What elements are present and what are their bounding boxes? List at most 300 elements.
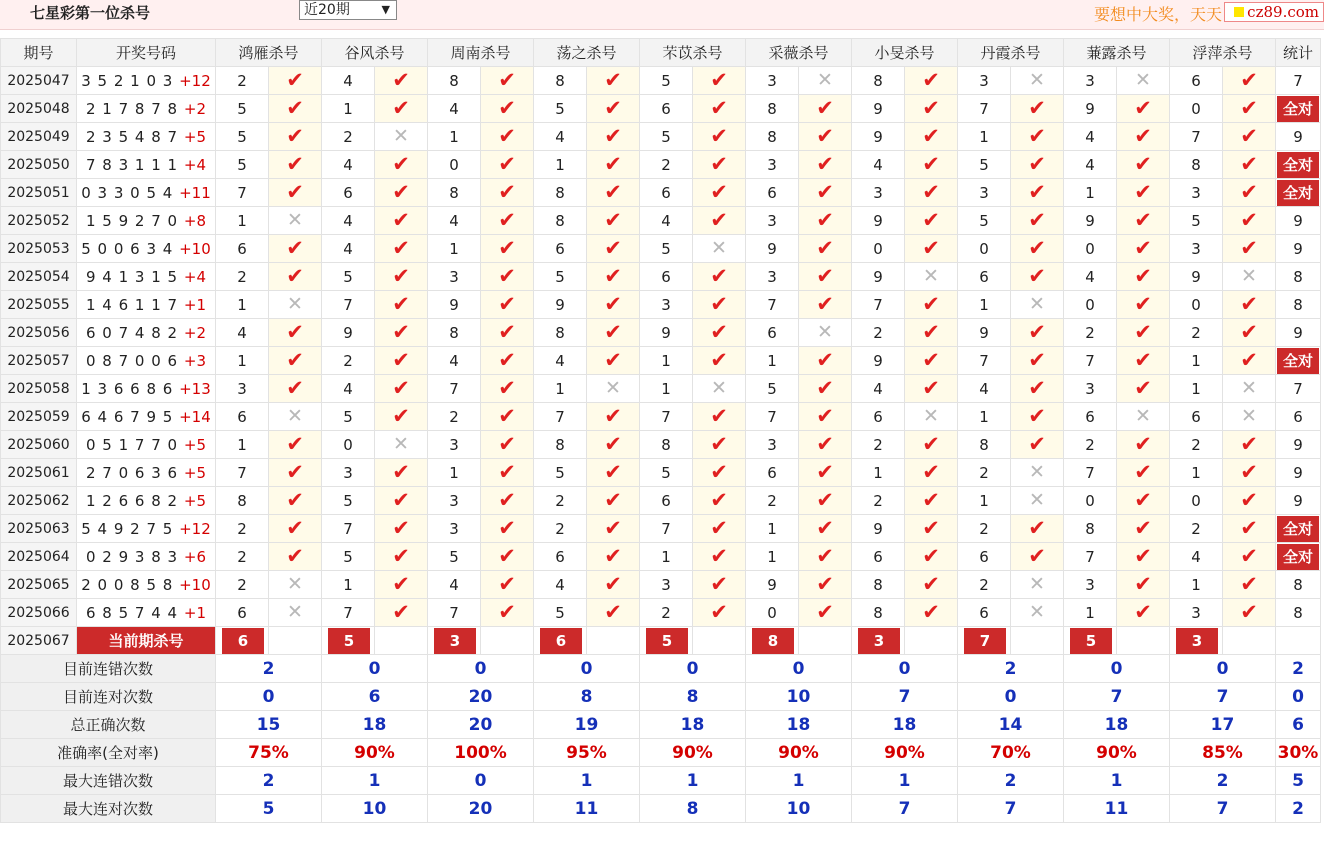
issue-number: 2025056 — [1, 319, 77, 347]
marquee-text[interactable]: 要想中大奖，天天 — [1093, 5, 1222, 24]
check-icon: ✔ — [1240, 516, 1258, 540]
check-mark-cell — [375, 151, 428, 179]
cross-mark-cell — [799, 319, 852, 347]
check-icon: ✔ — [816, 208, 834, 232]
check-mark-cell — [905, 207, 958, 235]
check-mark-cell — [481, 123, 534, 151]
check-icon: ✔ — [710, 460, 728, 484]
current-kill-spacer — [1223, 627, 1276, 655]
draw-extra: +11 — [179, 183, 211, 202]
kill-number: 1 — [534, 375, 587, 403]
summary-value: 90% — [852, 739, 958, 767]
current-kill-cell — [428, 627, 481, 655]
kill-number: 5 — [322, 263, 375, 291]
summary-value: 10 — [746, 795, 852, 823]
current-kill-cell — [852, 627, 905, 655]
kill-number: 6 — [1170, 67, 1223, 95]
check-icon: ✔ — [1028, 208, 1046, 232]
check-mark-cell — [587, 263, 640, 291]
kill-number: 9 — [852, 263, 905, 291]
summary-value: 11 — [534, 795, 640, 823]
summary-value: 0 — [428, 655, 534, 683]
check-mark-cell — [481, 543, 534, 571]
summary-value: 10 — [322, 795, 428, 823]
cross-mark-cell — [905, 403, 958, 431]
issue-number: 2025050 — [1, 151, 77, 179]
check-icon: ✔ — [922, 208, 940, 232]
summary-value: 19 — [534, 711, 640, 739]
check-icon: ✔ — [498, 292, 516, 316]
summary-label: 准确率(全对率) — [1, 739, 216, 767]
check-icon: ✔ — [922, 460, 940, 484]
check-mark-cell — [1117, 599, 1170, 627]
kill-number: 6 — [216, 235, 269, 263]
summary-value: 0 — [1170, 655, 1276, 683]
kill-number: 1 — [640, 347, 693, 375]
summary-value: 0 — [322, 655, 428, 683]
check-icon: ✔ — [710, 348, 728, 372]
kill-number: 6 — [640, 179, 693, 207]
kill-number: 9 — [1064, 207, 1117, 235]
check-mark-cell — [481, 599, 534, 627]
kill-number: 7 — [1064, 459, 1117, 487]
check-mark-cell — [375, 319, 428, 347]
summary-value: 0 — [640, 655, 746, 683]
check-mark-cell — [905, 487, 958, 515]
check-icon: ✔ — [816, 96, 834, 120]
check-mark-cell — [269, 151, 322, 179]
check-mark-cell — [799, 599, 852, 627]
check-mark-cell — [1117, 207, 1170, 235]
col-header-expert[interactable]: 采薇杀号 — [746, 39, 852, 67]
all-correct-badge: 全对 — [1277, 96, 1319, 122]
issue-number: 2025064 — [1, 543, 77, 571]
check-icon: ✔ — [922, 124, 940, 148]
current-kill-label: 当前期杀号 — [77, 627, 216, 655]
issue-number: 2025055 — [1, 291, 77, 319]
check-icon: ✔ — [286, 460, 304, 484]
kill-number: 2 — [428, 403, 481, 431]
issue-number: 2025063 — [1, 515, 77, 543]
check-mark-cell — [905, 95, 958, 123]
summary-value: 7 — [852, 683, 958, 711]
col-header-expert[interactable]: 小旻杀号 — [852, 39, 958, 67]
check-mark-cell — [693, 571, 746, 599]
current-kill-cell — [1170, 627, 1223, 655]
kill-number: 4 — [428, 95, 481, 123]
kill-number: 3 — [1064, 571, 1117, 599]
kill-number: 8 — [852, 571, 905, 599]
check-icon: ✔ — [392, 488, 410, 512]
current-kill-spacer — [1117, 627, 1170, 655]
check-mark-cell — [375, 375, 428, 403]
check-mark-cell — [1223, 95, 1276, 123]
period-select[interactable] — [299, 0, 397, 20]
check-mark-cell — [1117, 571, 1170, 599]
check-mark-cell — [799, 515, 852, 543]
table-row — [1, 207, 1321, 235]
chevron-down-icon: ▼ — [381, 3, 390, 16]
check-icon: ✔ — [604, 432, 622, 456]
kill-number: 2 — [958, 515, 1011, 543]
kill-number: 1 — [428, 459, 481, 487]
cross-icon: ✕ — [817, 69, 833, 91]
summary-value: 100% — [428, 739, 534, 767]
check-icon: ✔ — [922, 152, 940, 176]
summary-value: 11 — [1064, 795, 1170, 823]
draw-digits: 3 5 2 1 0 3 — [81, 71, 180, 90]
col-header-expert[interactable]: 周南杀号 — [428, 39, 534, 67]
check-mark-cell — [375, 95, 428, 123]
check-mark-cell — [1011, 95, 1064, 123]
kill-number: 3 — [746, 431, 799, 459]
cross-mark-cell — [693, 375, 746, 403]
kill-number: 5 — [216, 123, 269, 151]
check-mark-cell — [1117, 515, 1170, 543]
summary-stat-value: 5 — [1276, 767, 1321, 795]
summary-row — [1, 683, 1321, 711]
col-header-expert[interactable]: 蒹露杀号 — [1064, 39, 1170, 67]
stat-cell — [1276, 347, 1321, 375]
check-icon: ✔ — [498, 432, 516, 456]
kill-number: 9 — [852, 515, 905, 543]
check-mark-cell — [375, 403, 428, 431]
check-icon: ✔ — [392, 236, 410, 260]
check-icon: ✔ — [710, 264, 728, 288]
col-header-expert[interactable]: 谷风杀号 — [322, 39, 428, 67]
kill-number: 8 — [428, 179, 481, 207]
check-mark-cell — [481, 235, 534, 263]
check-mark-cell — [481, 515, 534, 543]
kill-number: 6 — [746, 179, 799, 207]
draw-extra: +13 — [179, 379, 211, 398]
check-mark-cell — [375, 543, 428, 571]
check-icon: ✔ — [286, 68, 304, 92]
summary-value: 1 — [1064, 767, 1170, 795]
cross-mark-cell — [1011, 487, 1064, 515]
kill-number: 7 — [1170, 123, 1223, 151]
kill-number: 6 — [216, 599, 269, 627]
check-icon: ✔ — [1134, 488, 1152, 512]
check-icon: ✔ — [1028, 404, 1046, 428]
draw-digits: 6 4 6 7 9 5 — [81, 407, 180, 426]
kill-number: 1 — [216, 291, 269, 319]
summary-value: 14 — [958, 711, 1064, 739]
cross-icon: ✕ — [923, 265, 939, 287]
kill-number: 2 — [534, 515, 587, 543]
kill-number: 5 — [1170, 207, 1223, 235]
draw-extra: +4 — [183, 155, 206, 174]
cross-mark-cell — [375, 123, 428, 151]
col-header-expert[interactable]: 荡之杀号 — [534, 39, 640, 67]
kill-number: 2 — [534, 487, 587, 515]
summary-value: 90% — [1064, 739, 1170, 767]
draw-digits: 7 8 3 1 1 1 — [86, 155, 184, 174]
current-kill-number: 8 — [752, 628, 794, 654]
check-mark-cell — [1011, 263, 1064, 291]
cross-mark-cell — [1011, 67, 1064, 95]
check-icon: ✔ — [710, 180, 728, 204]
kill-number: 9 — [1170, 263, 1223, 291]
table-row — [1, 375, 1321, 403]
kill-number: 1 — [1170, 375, 1223, 403]
cross-icon: ✕ — [1029, 601, 1045, 623]
check-icon: ✔ — [1028, 376, 1046, 400]
check-icon: ✔ — [498, 68, 516, 92]
check-mark-cell — [693, 319, 746, 347]
table-header-row — [1, 39, 1321, 67]
check-mark-cell — [481, 151, 534, 179]
kill-number: 7 — [322, 599, 375, 627]
check-icon: ✔ — [1028, 320, 1046, 344]
all-correct-badge: 全对 — [1277, 544, 1319, 570]
check-mark-cell — [269, 319, 322, 347]
kill-number: 1 — [1170, 459, 1223, 487]
kill-number: 8 — [428, 319, 481, 347]
current-kill-spacer — [587, 627, 640, 655]
check-icon: ✔ — [1028, 264, 1046, 288]
kill-number: 2 — [1064, 319, 1117, 347]
summary-value: 8 — [640, 683, 746, 711]
table-row — [1, 487, 1321, 515]
kill-number: 5 — [216, 95, 269, 123]
check-icon: ✔ — [604, 600, 622, 624]
check-icon: ✔ — [286, 264, 304, 288]
kill-number: 7 — [746, 291, 799, 319]
check-mark-cell — [693, 151, 746, 179]
kill-number: 1 — [1064, 179, 1117, 207]
check-mark-cell — [1011, 431, 1064, 459]
kill-number: 2 — [852, 431, 905, 459]
check-icon: ✔ — [1240, 348, 1258, 372]
summary-value: 1 — [746, 767, 852, 795]
check-icon: ✔ — [1134, 544, 1152, 568]
kill-number: 9 — [746, 571, 799, 599]
check-icon: ✔ — [922, 376, 940, 400]
kill-number: 5 — [534, 599, 587, 627]
draw-extra: +10 — [179, 239, 211, 258]
issue-number: 2025047 — [1, 67, 77, 95]
cross-mark-cell — [269, 599, 322, 627]
check-mark-cell — [1117, 263, 1170, 291]
summary-value: 7 — [1170, 683, 1276, 711]
kill-number: 1 — [428, 123, 481, 151]
summary-value: 17 — [1170, 711, 1276, 739]
stat-cell — [1276, 179, 1321, 207]
current-period-row — [1, 627, 1321, 655]
current-kill-cell — [640, 627, 693, 655]
check-icon: ✔ — [392, 152, 410, 176]
kill-number: 0 — [1170, 95, 1223, 123]
stat-cell: 9 — [1276, 123, 1321, 151]
check-mark-cell — [587, 235, 640, 263]
kill-number: 3 — [1170, 599, 1223, 627]
stat-cell: 6 — [1276, 403, 1321, 431]
cross-icon: ✕ — [287, 209, 303, 231]
check-mark-cell — [1223, 67, 1276, 95]
check-mark-cell — [905, 347, 958, 375]
kill-number: 5 — [640, 235, 693, 263]
check-icon: ✔ — [710, 124, 728, 148]
check-icon: ✔ — [604, 404, 622, 428]
kill-number: 6 — [640, 487, 693, 515]
draw-numbers — [77, 599, 216, 627]
check-icon: ✔ — [1134, 376, 1152, 400]
kill-number: 1 — [216, 431, 269, 459]
kill-number: 6 — [534, 235, 587, 263]
check-icon: ✔ — [922, 180, 940, 204]
summary-row — [1, 767, 1321, 795]
draw-numbers — [77, 375, 216, 403]
current-kill-number: 5 — [646, 628, 688, 654]
draw-extra: +4 — [183, 267, 206, 286]
kill-number: 1 — [640, 543, 693, 571]
check-icon: ✔ — [922, 320, 940, 344]
check-mark-cell — [693, 431, 746, 459]
check-icon: ✔ — [710, 96, 728, 120]
cross-mark-cell — [1223, 403, 1276, 431]
col-header-expert[interactable]: 丹霞杀号 — [958, 39, 1064, 67]
cross-mark-cell — [1011, 291, 1064, 319]
kill-number: 7 — [322, 291, 375, 319]
check-icon: ✔ — [286, 432, 304, 456]
summary-value: 2 — [958, 767, 1064, 795]
check-mark-cell — [905, 179, 958, 207]
kill-number: 6 — [216, 403, 269, 431]
col-header-expert[interactable]: 鸿雁杀号 — [216, 39, 322, 67]
kill-number: 3 — [746, 67, 799, 95]
check-icon: ✔ — [922, 516, 940, 540]
check-mark-cell — [1223, 487, 1276, 515]
kill-number: 4 — [428, 347, 481, 375]
current-kill-spacer — [375, 627, 428, 655]
check-mark-cell — [1117, 123, 1170, 151]
check-icon: ✔ — [1134, 572, 1152, 596]
kill-number: 2 — [322, 123, 375, 151]
check-mark-cell — [905, 67, 958, 95]
check-mark-cell — [587, 151, 640, 179]
check-mark-cell — [481, 571, 534, 599]
kill-number: 5 — [958, 207, 1011, 235]
cross-icon: ✕ — [1029, 69, 1045, 91]
kill-number: 4 — [640, 207, 693, 235]
kill-number: 1 — [852, 459, 905, 487]
draw-numbers — [77, 291, 216, 319]
kill-number: 8 — [640, 431, 693, 459]
check-icon: ✔ — [286, 516, 304, 540]
cross-icon: ✕ — [287, 573, 303, 595]
check-mark-cell — [799, 459, 852, 487]
summary-value: 7 — [1064, 683, 1170, 711]
kill-number: 6 — [640, 263, 693, 291]
table-row — [1, 151, 1321, 179]
kill-number: 3 — [746, 207, 799, 235]
kill-number: 8 — [852, 599, 905, 627]
cross-mark-cell — [1117, 403, 1170, 431]
kill-number: 1 — [640, 375, 693, 403]
current-kill-number: 3 — [1176, 628, 1218, 654]
check-icon: ✔ — [498, 152, 516, 176]
kill-number: 0 — [1064, 235, 1117, 263]
check-icon: ✔ — [498, 348, 516, 372]
col-header-expert[interactable]: 浮萍杀号 — [1170, 39, 1276, 67]
check-icon: ✔ — [1240, 292, 1258, 316]
col-header-expert[interactable]: 芣苡杀号 — [640, 39, 746, 67]
kill-number: 6 — [852, 543, 905, 571]
check-mark-cell — [799, 95, 852, 123]
kill-number: 4 — [534, 123, 587, 151]
kill-number: 3 — [1170, 179, 1223, 207]
current-kill-number: 3 — [434, 628, 476, 654]
table-row — [1, 347, 1321, 375]
site-logo[interactable] — [1224, 2, 1324, 22]
check-icon: ✔ — [710, 488, 728, 512]
check-icon: ✔ — [1240, 152, 1258, 176]
check-mark-cell — [799, 487, 852, 515]
cross-icon: ✕ — [817, 321, 833, 343]
check-icon: ✔ — [1240, 488, 1258, 512]
kill-number: 9 — [1064, 95, 1117, 123]
check-icon: ✔ — [286, 544, 304, 568]
check-icon: ✔ — [604, 264, 622, 288]
check-icon: ✔ — [1134, 96, 1152, 120]
kill-number: 4 — [322, 375, 375, 403]
cross-mark-cell — [269, 403, 322, 431]
draw-numbers — [77, 543, 216, 571]
check-icon: ✔ — [498, 264, 516, 288]
check-icon: ✔ — [922, 68, 940, 92]
kill-number: 8 — [534, 207, 587, 235]
check-icon: ✔ — [922, 292, 940, 316]
check-icon: ✔ — [392, 544, 410, 568]
kill-number: 3 — [1170, 235, 1223, 263]
site-name: cz89.com — [1247, 3, 1319, 21]
check-mark-cell — [1117, 487, 1170, 515]
stat-cell: 8 — [1276, 291, 1321, 319]
check-icon: ✔ — [1028, 544, 1046, 568]
check-mark-cell — [375, 235, 428, 263]
check-icon: ✔ — [1028, 236, 1046, 260]
kill-number: 3 — [746, 151, 799, 179]
check-mark-cell — [1117, 431, 1170, 459]
draw-digits: 6 8 5 7 4 4 — [86, 603, 184, 622]
check-mark-cell — [1223, 515, 1276, 543]
check-icon: ✔ — [710, 68, 728, 92]
draw-extra: +5 — [183, 491, 206, 510]
kill-number: 8 — [428, 67, 481, 95]
check-mark-cell — [799, 375, 852, 403]
summary-value: 0 — [746, 655, 852, 683]
kill-number: 9 — [852, 95, 905, 123]
kill-number: 3 — [216, 375, 269, 403]
check-mark-cell — [1011, 151, 1064, 179]
check-icon: ✔ — [1028, 348, 1046, 372]
cross-icon: ✕ — [1029, 461, 1045, 483]
draw-digits: 1 5 9 2 7 0 — [86, 211, 184, 230]
issue-number: 2025061 — [1, 459, 77, 487]
draw-numbers — [77, 263, 216, 291]
kill-number: 8 — [534, 67, 587, 95]
kill-number: 2 — [1170, 515, 1223, 543]
check-mark-cell — [1223, 123, 1276, 151]
check-icon: ✔ — [498, 208, 516, 232]
check-icon: ✔ — [498, 544, 516, 568]
summary-stat-value: 6 — [1276, 711, 1321, 739]
draw-digits: 5 4 9 2 7 5 — [81, 519, 180, 538]
check-mark-cell — [1117, 95, 1170, 123]
kill-number: 2 — [1170, 319, 1223, 347]
kill-number: 9 — [640, 319, 693, 347]
